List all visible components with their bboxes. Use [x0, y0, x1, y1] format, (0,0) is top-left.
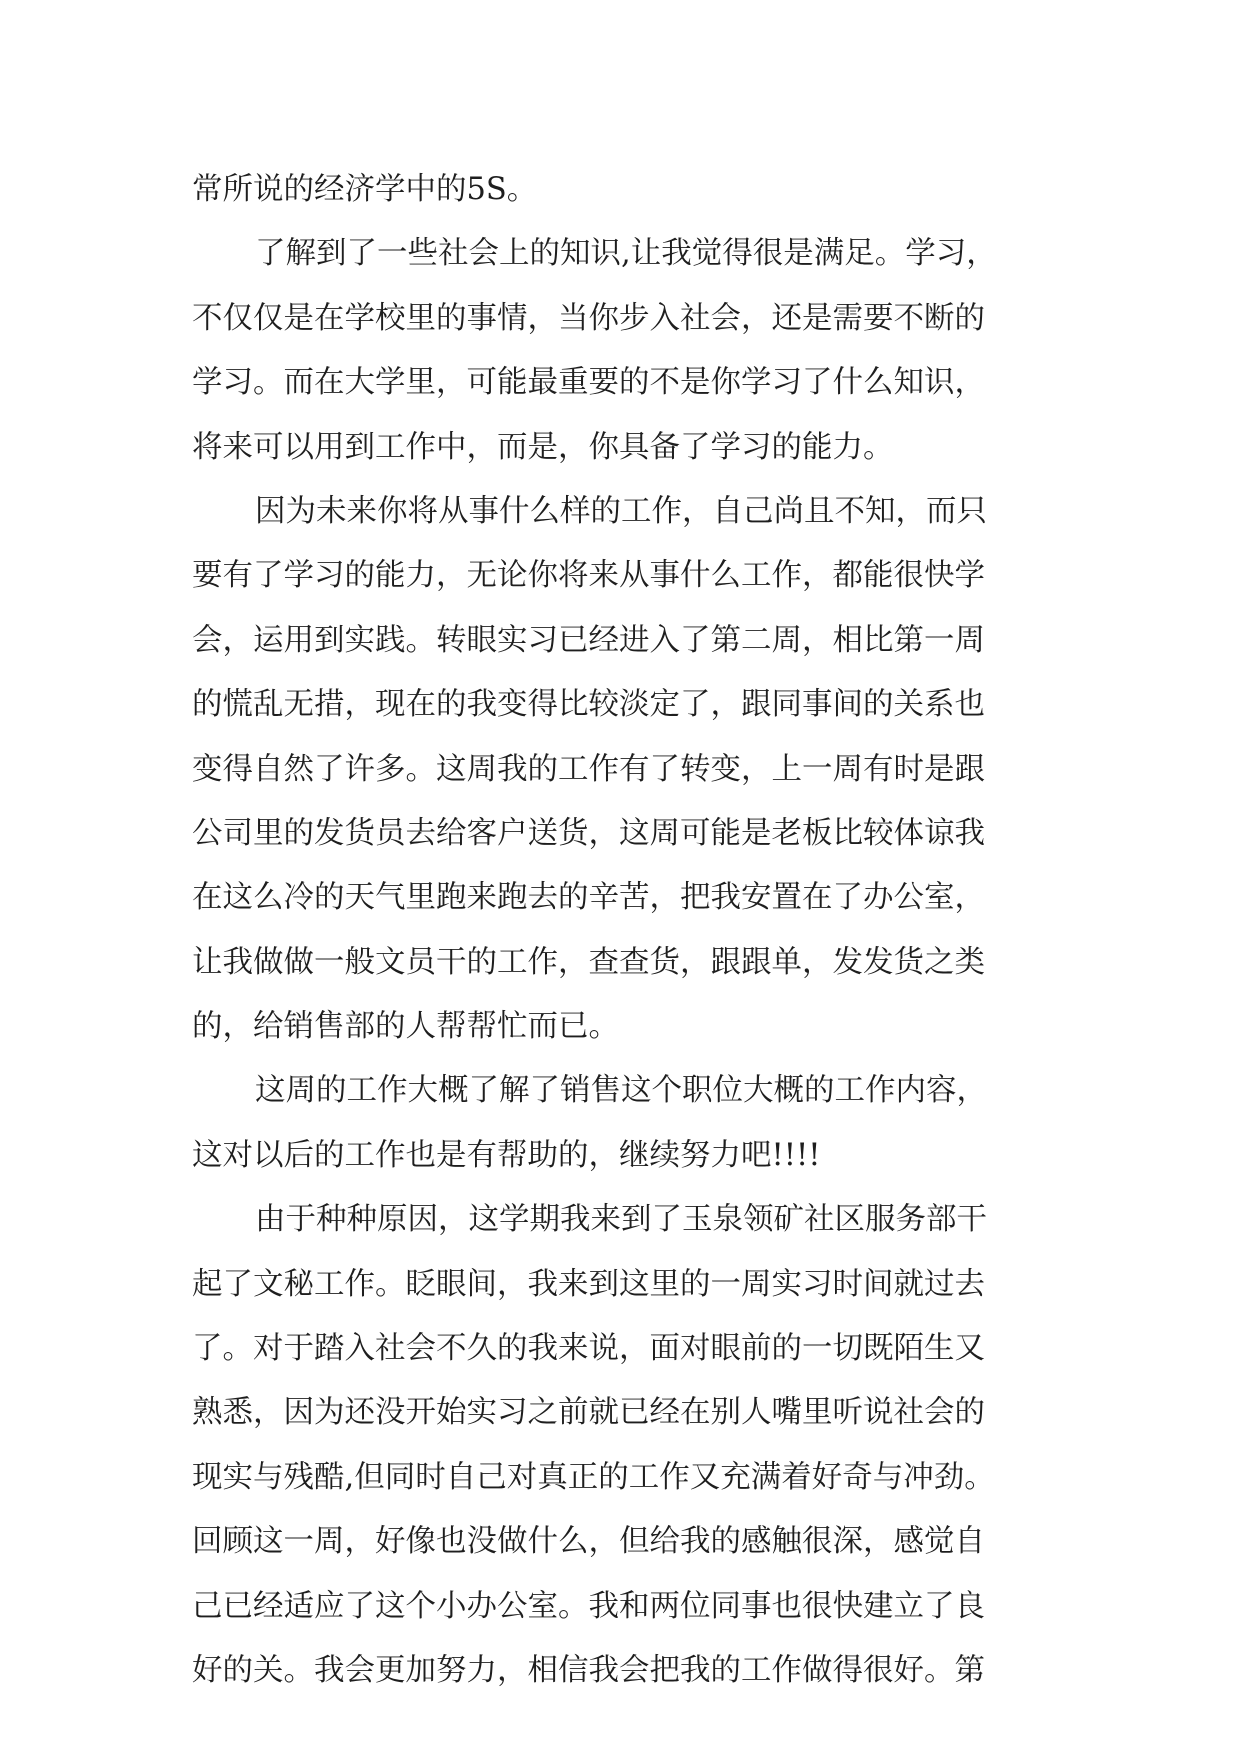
text-line: 会，运用到实践。转眼实习已经进入了第二周，相比第一周 — [192, 622, 985, 658]
text-line: 己已经适应了这个小办公室。我和两位同事也很快建立了良 — [192, 1588, 985, 1624]
text-line: 这对以后的工作也是有帮助的，继续努力吧!!!! — [192, 1137, 821, 1173]
text-line: 的，给销售部的人帮帮忙而已。 — [192, 1009, 619, 1045]
body-text — [192, 158, 1054, 1703]
text-line: 了。对于踏入社会不久的我来说，面对眼前的一切既陌生又 — [192, 1331, 985, 1367]
text-line: 常所说的经济学中的5S。 — [192, 172, 538, 207]
text-line: 这周的工作大概了解了销售这个职位大概的工作内容， — [255, 1073, 987, 1109]
text-line: 回顾这一周，好像也没做什么，但给我的感触很深，感觉自 — [192, 1524, 985, 1560]
text-line: 好的关。我会更加努力，相信我会把我的工作做得很好。第 — [192, 1652, 985, 1688]
text-line: 起了文秘工作。眨眼间，我来到这里的一周实习时间就过去 — [192, 1266, 985, 1302]
text-line: 的慌乱无措，现在的我变得比较淡定了，跟同事间的关系也 — [192, 687, 985, 723]
text-line: 不仅仅是在学校里的事情，当你步入社会，还是需要不断的 — [192, 300, 985, 336]
text-line: 将来可以用到工作中，而是，你具备了学习的能力。 — [192, 429, 894, 465]
text-line: 学习。而在大学里，可能最重要的不是你学习了什么知识， — [192, 365, 985, 401]
text-line: 因为未来你将从事什么样的工作，自己尚且不知，而只 — [255, 493, 987, 529]
text-line: 现实与残酷,但同时自己对真正的工作又充满着好奇与冲劲。 — [192, 1459, 995, 1495]
text-line: 熟悉，因为还没开始实习之前就已经在别人嘴里听说社会的 — [192, 1395, 985, 1431]
text-line: 让我做做一般文员干的工作，查查货，跟跟单，发发货之类 — [192, 944, 985, 980]
text-line: 了解到了一些社会上的知识,让我觉得很是满足。学习， — [255, 236, 997, 272]
text-line: 要有了学习的能力，无论你将来从事什么工作，都能很快学 — [192, 558, 985, 594]
text-line: 由于种种原因，这学期我来到了玉泉领矿社区服务部干 — [255, 1202, 987, 1238]
text-line: 公司里的发货员去给客户送货，这周可能是老板比较体谅我 — [192, 815, 985, 851]
text-line: 变得自然了许多。这周我的工作有了转变，上一周有时是跟 — [192, 751, 985, 787]
text-line: 在这么冷的天气里跑来跑去的辛苦，把我安置在了办公室， — [192, 880, 985, 916]
